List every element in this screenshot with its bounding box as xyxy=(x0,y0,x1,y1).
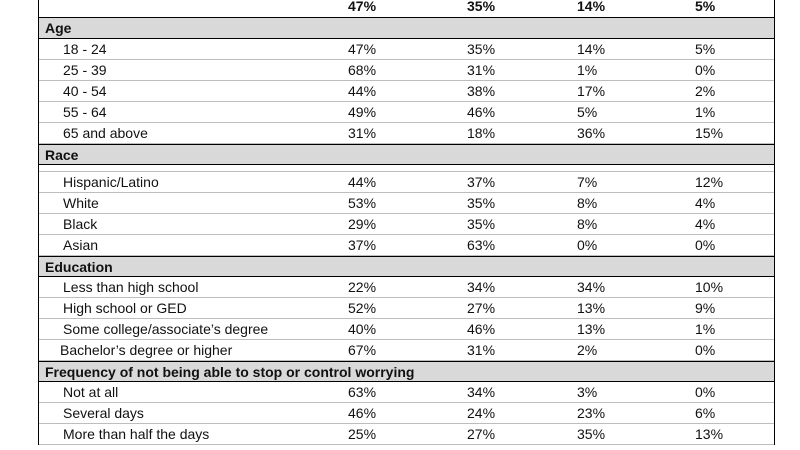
cell-value: 63% xyxy=(467,237,496,253)
row-label: 65 and above xyxy=(63,125,148,141)
row-label: Bachelor’s degree or higher xyxy=(60,342,233,358)
section-header-worry-frequency xyxy=(39,361,774,382)
cell-value: 37% xyxy=(467,174,496,190)
section-title: Race xyxy=(45,147,79,163)
table-row xyxy=(39,123,774,144)
cell-value: 35% xyxy=(467,216,496,232)
row-label: Hispanic/Latino xyxy=(63,174,159,190)
table-row xyxy=(39,340,774,361)
row-label: High school or GED xyxy=(63,300,187,316)
cell-value: 31% xyxy=(467,62,496,78)
row-label: Asian xyxy=(63,237,99,253)
cell-value: 24% xyxy=(467,405,496,421)
cell-value: 0% xyxy=(577,237,598,253)
cell-value: 68% xyxy=(348,62,377,78)
cell-value: 34% xyxy=(467,279,496,295)
cell-value: 2% xyxy=(695,83,716,99)
section-title: Education xyxy=(45,259,113,275)
total-value: 35% xyxy=(467,0,496,14)
table-row xyxy=(39,277,774,298)
total-value: 47% xyxy=(348,0,377,14)
section-title: Frequency of not being able to stop or control worrying xyxy=(45,364,415,380)
cell-value: 0% xyxy=(695,237,716,253)
row-label: White xyxy=(63,195,99,211)
cell-value: 5% xyxy=(577,104,598,120)
table-row xyxy=(39,102,774,123)
table-row xyxy=(39,298,774,319)
total-value: 14% xyxy=(577,0,606,14)
cell-value: 9% xyxy=(695,300,716,316)
row-label: Several days xyxy=(63,405,144,421)
cell-value: 44% xyxy=(348,83,377,99)
cell-value: 13% xyxy=(577,321,606,337)
table-row xyxy=(39,81,774,102)
cell-value: 13% xyxy=(577,300,606,316)
cell-value: 3% xyxy=(577,384,598,400)
cell-value: 0% xyxy=(695,62,716,78)
section-title: Age xyxy=(45,20,72,36)
row-label: 25 - 39 xyxy=(63,62,107,78)
cell-value: 40% xyxy=(348,321,377,337)
cell-value: 25% xyxy=(348,426,377,442)
cell-value: 18% xyxy=(467,125,496,141)
cell-value: 53% xyxy=(348,195,377,211)
table-row xyxy=(39,172,774,193)
cell-value: 1% xyxy=(695,104,716,120)
table-row xyxy=(39,39,774,60)
row-label: Less than high school xyxy=(63,279,199,295)
cell-value: 8% xyxy=(577,216,598,232)
table-row xyxy=(39,60,774,81)
cell-value: 4% xyxy=(695,195,716,211)
cell-value: 22% xyxy=(348,279,377,295)
row-label: More than half the days xyxy=(63,426,210,442)
cell-value: 17% xyxy=(577,83,606,99)
cell-value: 38% xyxy=(467,83,496,99)
survey-table xyxy=(38,0,775,445)
table-row xyxy=(39,214,774,235)
cell-value: 46% xyxy=(348,405,377,421)
cell-value: 4% xyxy=(695,216,716,232)
cell-value: 8% xyxy=(577,195,598,211)
row-label: 55 - 64 xyxy=(63,104,107,120)
total-row xyxy=(39,0,774,18)
row-label: 40 - 54 xyxy=(63,83,107,99)
cell-value: 14% xyxy=(577,41,606,57)
table-row xyxy=(39,424,774,445)
cell-value: 35% xyxy=(467,195,496,211)
section-header-race xyxy=(39,144,774,165)
cell-value: 0% xyxy=(695,342,716,358)
cell-value: 52% xyxy=(348,300,377,316)
cell-value: 36% xyxy=(577,125,606,141)
table-row xyxy=(39,235,774,256)
cell-value: 49% xyxy=(348,104,377,120)
section-header-education xyxy=(39,256,774,277)
cell-value: 12% xyxy=(695,174,724,190)
cell-value: 35% xyxy=(467,41,496,57)
cell-value: 44% xyxy=(348,174,377,190)
total-value: 5% xyxy=(695,0,716,14)
cell-value: 31% xyxy=(348,125,377,141)
cell-value: 37% xyxy=(348,237,377,253)
cell-value: 63% xyxy=(348,384,377,400)
cell-value: 5% xyxy=(695,41,716,57)
row-spacer xyxy=(39,165,774,172)
cell-value: 15% xyxy=(695,125,724,141)
cell-value: 34% xyxy=(467,384,496,400)
cell-value: 23% xyxy=(577,405,606,421)
table-row xyxy=(39,382,774,403)
row-label: Black xyxy=(63,216,98,232)
cell-value: 0% xyxy=(695,384,716,400)
row-label: Not at all xyxy=(63,384,119,400)
cell-value: 6% xyxy=(695,405,716,421)
row-label: Some college/associate’s degree xyxy=(63,321,269,337)
cell-value: 1% xyxy=(577,62,598,78)
cell-value: 27% xyxy=(467,426,496,442)
cell-value: 67% xyxy=(348,342,377,358)
section-header-age xyxy=(39,18,774,39)
cell-value: 27% xyxy=(467,300,496,316)
cell-value: 29% xyxy=(348,216,377,232)
cell-value: 46% xyxy=(467,104,496,120)
cell-value: 1% xyxy=(695,321,716,337)
cell-value: 35% xyxy=(577,426,606,442)
cell-value: 34% xyxy=(577,279,606,295)
table-row xyxy=(39,193,774,214)
row-label: 18 - 24 xyxy=(63,41,107,57)
cell-value: 13% xyxy=(695,426,724,442)
table-row xyxy=(39,319,774,340)
cell-value: 10% xyxy=(695,279,724,295)
cell-value: 46% xyxy=(467,321,496,337)
cell-value: 31% xyxy=(467,342,496,358)
cell-value: 47% xyxy=(348,41,377,57)
cell-value: 7% xyxy=(577,174,598,190)
table-row xyxy=(39,403,774,424)
cell-value: 2% xyxy=(577,342,598,358)
